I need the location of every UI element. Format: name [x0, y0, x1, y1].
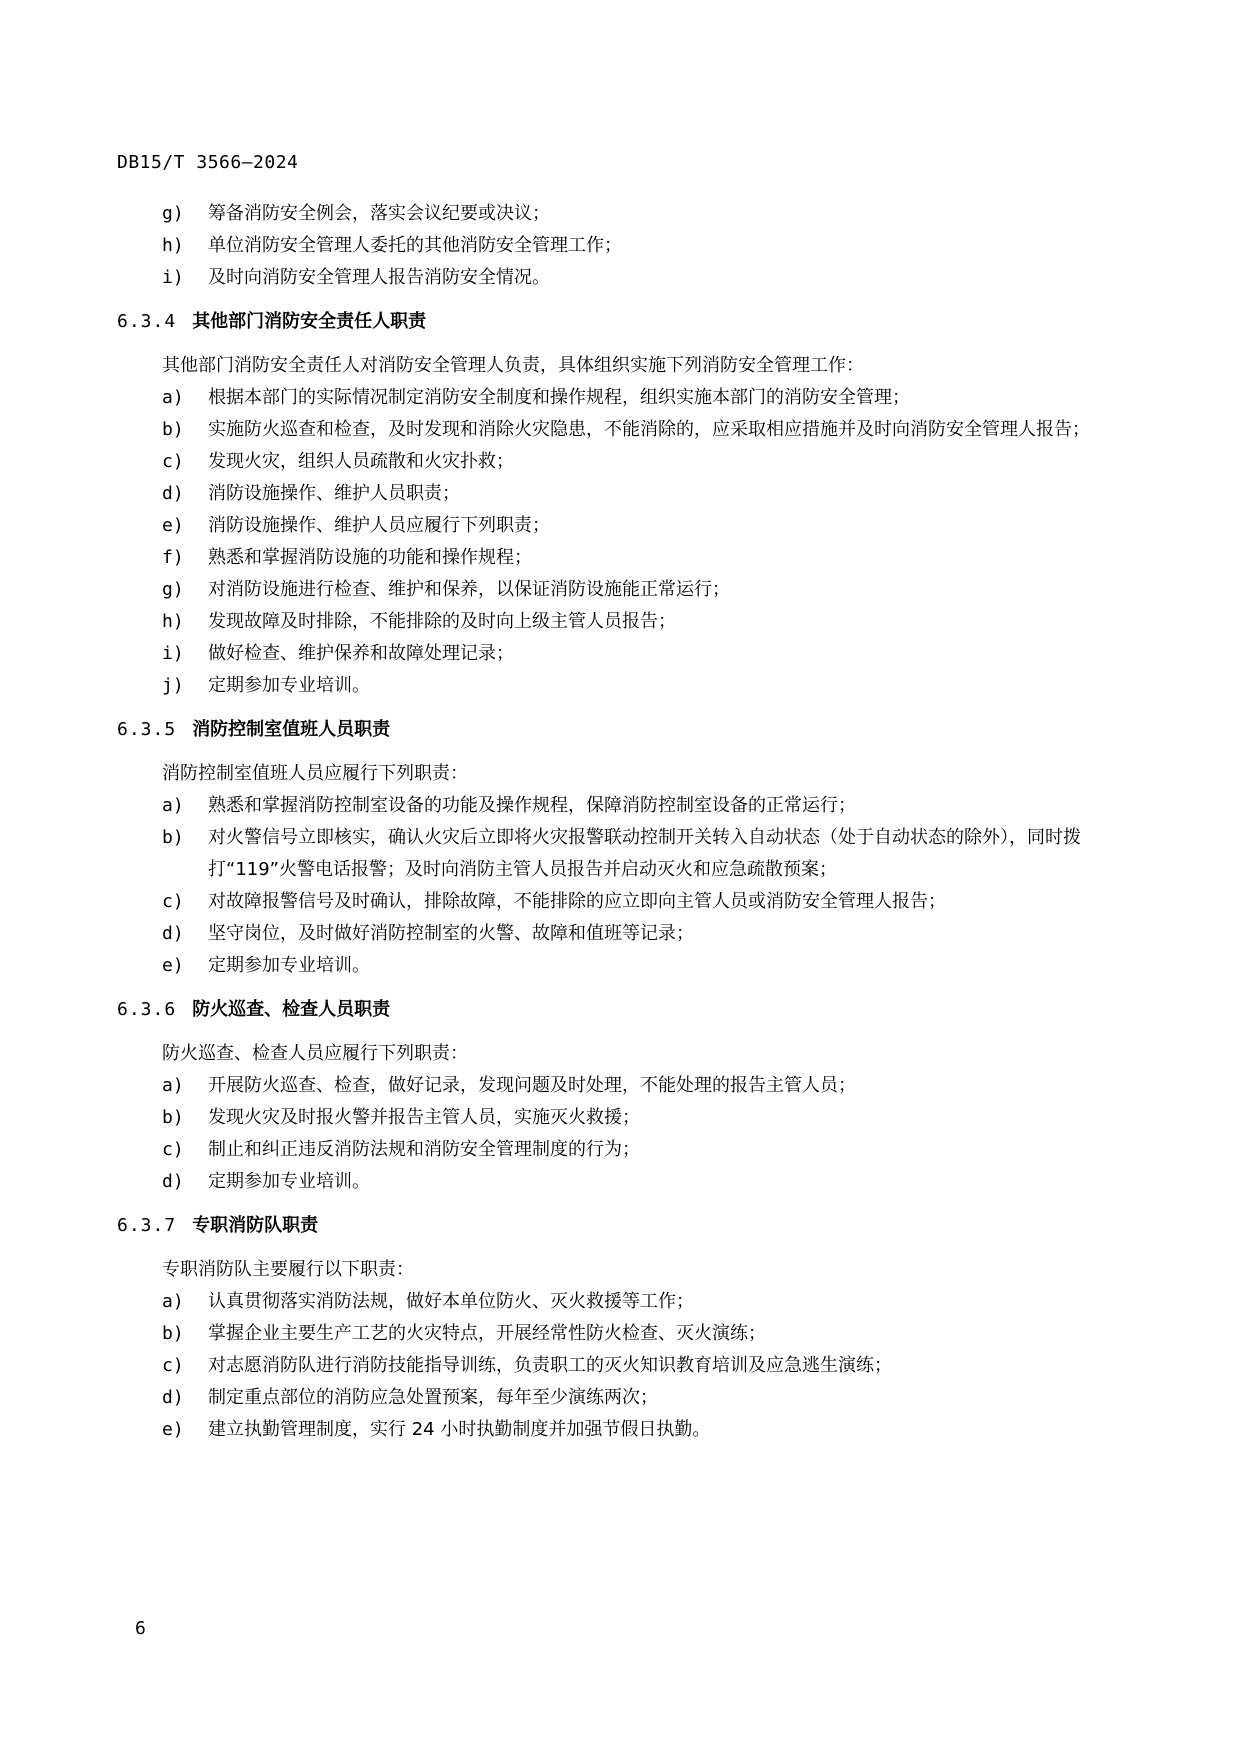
list-text: 实施防火巡查和检查，及时发现和消除火灾隐患，不能消除的，应采取相应措施并及时向消防安全管理人报告； — [208, 419, 1090, 440]
list-item — [117, 1414, 1127, 1446]
list-marker: h) — [162, 611, 184, 632]
list-item — [117, 950, 1127, 982]
list-item — [117, 1134, 1127, 1166]
list-text: 筹备消防安全例会，落实会议纪要或决议； — [208, 203, 550, 224]
list-marker: d) — [162, 1387, 184, 1408]
list-text: 熟悉和掌握消防设施的功能和操作规程； — [208, 547, 532, 568]
section-heading — [117, 306, 1127, 338]
list-text: 定期参加专业培训。 — [208, 955, 370, 976]
list-text: 制止和纠正违反消防法规和消防安全管理制度的行为； — [208, 1139, 640, 1160]
list-text: 定期参加专业培训。 — [208, 675, 370, 696]
list-marker: c) — [162, 1139, 184, 1160]
list-marker: d) — [162, 1171, 184, 1192]
list-marker: c) — [162, 1355, 184, 1376]
section-title: 其他部门消防安全责任人职责 — [192, 311, 427, 332]
list-item — [117, 822, 1127, 886]
section-number: 6.3.6 — [117, 999, 177, 1020]
list-item — [117, 574, 1127, 606]
list-item — [117, 478, 1127, 510]
list-marker: d) — [162, 483, 184, 504]
section-heading — [117, 714, 1127, 746]
list-text: 建立执勤管理制度，实行 24 小时执勤制度并加强节假日执勤。 — [208, 1419, 711, 1440]
list-marker: e) — [162, 515, 184, 536]
section-title: 消防控制室值班人员职责 — [192, 719, 391, 740]
list-marker: b) — [162, 1107, 184, 1128]
list-text: 认真贯彻落实消防法规，做好本单位防火、灭火救援等工作； — [208, 1291, 694, 1312]
section-title: 专职消防队职责 — [192, 1215, 319, 1236]
list-item — [117, 1382, 1127, 1414]
list-text: 对志愿消防队进行消防技能指导训练，负责职工的灭火知识教育培训及应急逃生演练； — [208, 1355, 892, 1376]
list-text: 消防设施操作、维护人员应履行下列职责； — [208, 515, 550, 536]
list-text: 及时向消防安全管理人报告消防安全情况。 — [208, 267, 550, 288]
list-item — [117, 670, 1127, 702]
list-marker: a) — [162, 1291, 184, 1312]
section-6-3-7 — [117, 1210, 1127, 1446]
list-item — [117, 918, 1127, 950]
list-marker: c) — [162, 451, 184, 472]
list-marker: i) — [162, 267, 184, 288]
list-item — [117, 606, 1127, 638]
list-marker: e) — [162, 1419, 184, 1440]
list-text: 发现火灾及时报火警并报告主管人员，实施灭火救援； — [208, 1107, 640, 1128]
list-item — [117, 1286, 1127, 1318]
section-title: 防火巡查、检查人员职责 — [192, 999, 391, 1020]
section-number: 6.3.4 — [117, 311, 177, 332]
list-marker: e) — [162, 955, 184, 976]
section-number: 6.3.5 — [117, 719, 177, 740]
list-item — [117, 886, 1127, 918]
list-item — [117, 542, 1127, 574]
list-marker: g) — [162, 579, 184, 600]
list-marker: b) — [162, 419, 184, 440]
list-text: 制定重点部位的消防应急处置预案，每年至少演练两次； — [208, 1387, 658, 1408]
list-item — [117, 414, 1127, 446]
list-marker: i) — [162, 643, 184, 664]
list-item — [117, 638, 1127, 670]
section-number: 6.3.7 — [117, 1215, 177, 1236]
list-marker: j) — [162, 675, 184, 696]
section-6-3-5 — [117, 714, 1127, 982]
list-text: 做好检查、维护保养和故障处理记录； — [208, 643, 514, 664]
list-text: 对火警信号立即核实，确认火灾后立即将火灾报警联动控制开关转入自动状态（处于自动状态的除外），同时拨打“119”火警电话报警；及时向消防主管人员报告并启动灭火和应急疏散预案； — [208, 827, 1081, 880]
section-intro: 消防控制室值班人员应履行下列职责： — [162, 763, 468, 784]
list-item — [117, 790, 1127, 822]
section-intro: 防火巡查、检查人员应履行下列职责： — [162, 1043, 468, 1064]
list-marker: f) — [162, 547, 184, 568]
list-text: 发现火灾，组织人员疏散和火灾扑救； — [208, 451, 514, 472]
list-text: 对消防设施进行检查、维护和保养，以保证消防设施能正常运行； — [208, 579, 730, 600]
section-6-3-6 — [117, 994, 1127, 1198]
list-marker: b) — [162, 827, 184, 848]
list-text: 发现故障及时排除，不能排除的及时向上级主管人员报告； — [208, 611, 676, 632]
list-item — [117, 1350, 1127, 1382]
list-text: 单位消防安全管理人委托的其他消防安全管理工作； — [208, 235, 622, 256]
list-item — [117, 262, 1127, 294]
list-text: 掌握企业主要生产工艺的火灾特点，开展经常性防火检查、灭火演练； — [208, 1323, 766, 1344]
list-text: 对故障报警信号及时确认，排除故障，不能排除的应立即向主管人员或消防安全管理人报告； — [208, 891, 946, 912]
list-text: 坚守岗位，及时做好消防控制室的火警、故障和值班等记录； — [208, 923, 694, 944]
list-text: 熟悉和掌握消防控制室设备的功能及操作规程，保障消防控制室设备的正常运行； — [208, 795, 856, 816]
doc-code: DB15/T 3566—2024 — [117, 152, 299, 173]
page-content — [117, 198, 1127, 1446]
list-item — [117, 1318, 1127, 1350]
list-item — [117, 198, 1127, 230]
list-text: 定期参加专业培训。 — [208, 1171, 370, 1192]
section-intro: 专职消防队主要履行以下职责： — [162, 1259, 414, 1280]
list-marker: h) — [162, 235, 184, 256]
list-item — [117, 446, 1127, 478]
list-item — [117, 382, 1127, 414]
list-item — [117, 1070, 1127, 1102]
top-item-list — [117, 198, 1127, 294]
section-heading — [117, 1210, 1127, 1242]
list-item — [117, 1166, 1127, 1198]
list-item — [117, 510, 1127, 542]
list-text: 开展防火巡查、检查，做好记录，发现问题及时处理，不能处理的报告主管人员； — [208, 1075, 856, 1096]
list-marker: g) — [162, 203, 184, 224]
list-marker: b) — [162, 1323, 184, 1344]
section-6-3-4 — [117, 306, 1127, 702]
list-text: 根据本部门的实际情况制定消防安全制度和操作规程，组织实施本部门的消防安全管理； — [208, 387, 910, 408]
list-marker: a) — [162, 795, 184, 816]
list-marker: c) — [162, 891, 184, 912]
list-text: 消防设施操作、维护人员职责； — [208, 483, 460, 504]
list-item — [117, 1102, 1127, 1134]
list-item — [117, 230, 1127, 262]
section-intro: 其他部门消防安全责任人对消防安全管理人负责，具体组织实施下列消防安全管理工作： — [162, 355, 864, 376]
list-marker: a) — [162, 387, 184, 408]
list-marker: a) — [162, 1075, 184, 1096]
list-marker: d) — [162, 923, 184, 944]
section-heading — [117, 994, 1127, 1026]
page-number: 6 — [135, 1618, 146, 1639]
